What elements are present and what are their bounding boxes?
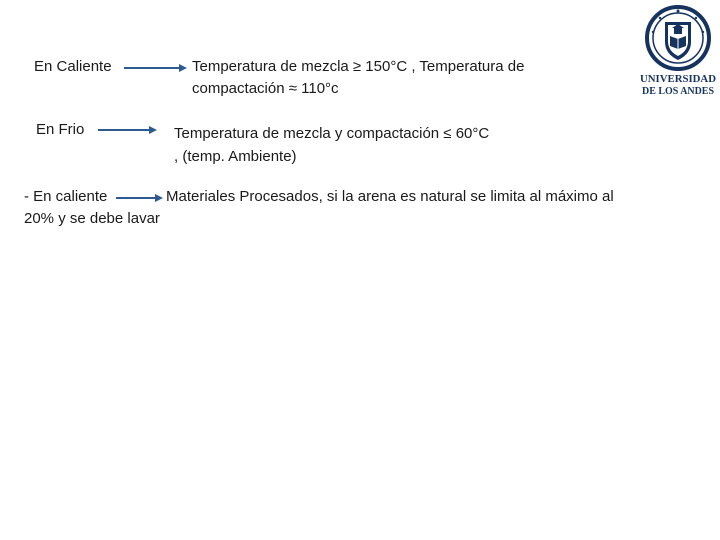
logo-name-line-1: UNIVERSIDAD [640, 74, 717, 85]
row-description-line: Temperatura de mezcla y compactación ≤ 60°C [174, 125, 490, 142]
arrow-right-icon [98, 124, 158, 136]
row-description-line: compactación ≈ 110°c [192, 80, 339, 97]
row-label-caliente: En Caliente [34, 58, 112, 75]
row-label-en-caliente: - En caliente [24, 188, 108, 205]
row-label-frio: En Frio [36, 121, 85, 138]
logo-name-line-2: DE LOS ANDES [642, 86, 715, 96]
university-crest-icon [647, 7, 709, 69]
arrow-right-icon [116, 192, 164, 204]
row-description-line: , (temp. Ambiente) [174, 148, 297, 165]
row-description-line: Temperatura de mezcla ≥ 150°C , Temperatura de [192, 58, 525, 75]
row-description-line: Materiales Procesados, si la arena es natural se limita al máximo al [166, 188, 614, 205]
arrow-right-icon [124, 62, 188, 74]
university-logo [638, 2, 718, 96]
row-description-line: 20% y se debe lavar [24, 210, 160, 227]
